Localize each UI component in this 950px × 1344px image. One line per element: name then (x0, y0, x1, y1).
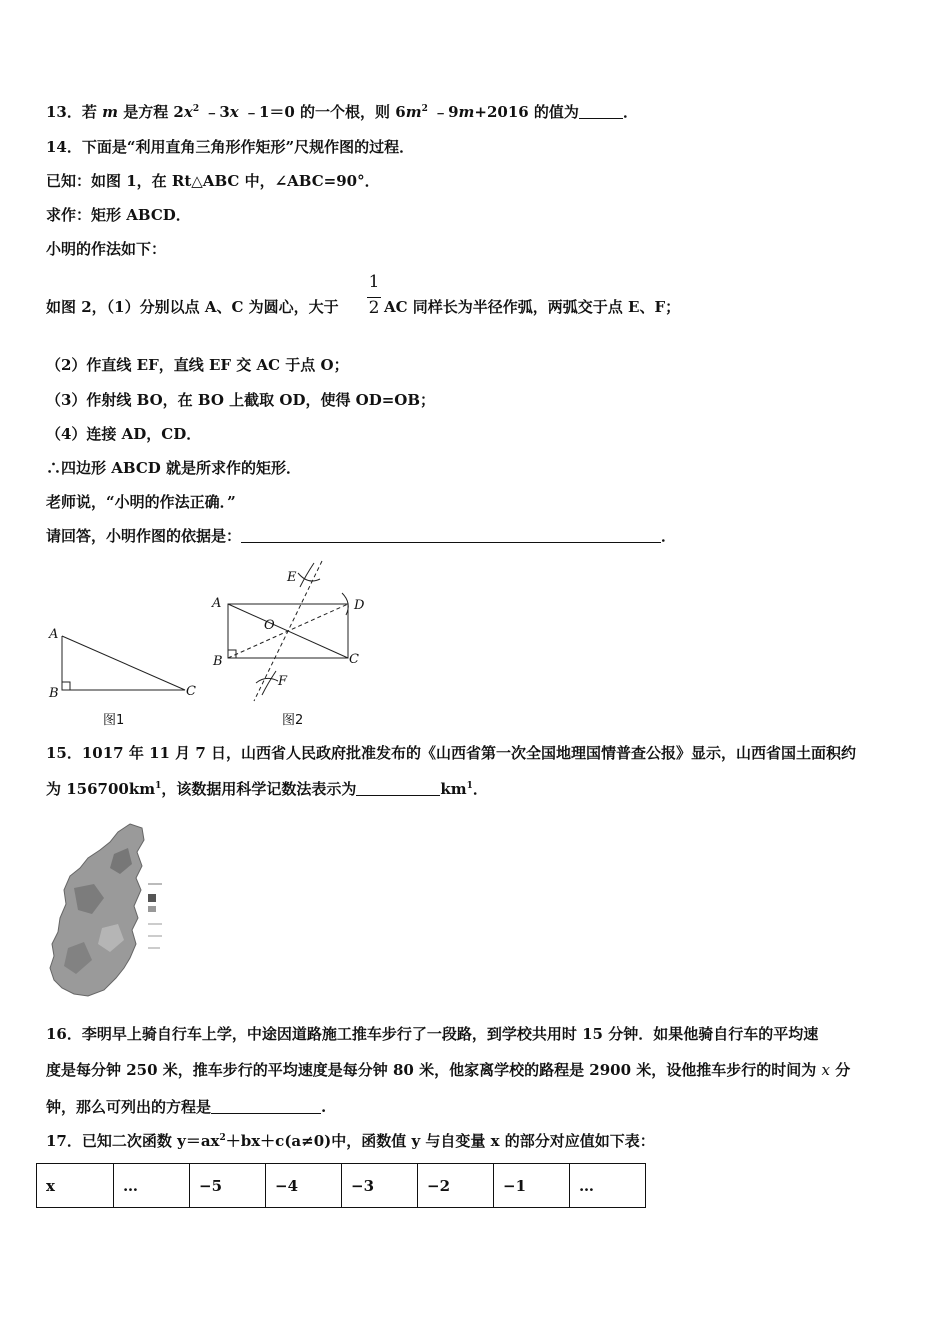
table-row (37, 1164, 646, 1208)
table-cell: x (37, 1164, 114, 1208)
table-cell: −3 (342, 1164, 418, 1208)
table-cell: −5 (190, 1164, 266, 1208)
arc-f-2 (262, 671, 276, 695)
q13-text: +2016 的值为 (474, 103, 579, 121)
q14-task: 求作：矩形 ABCD． (46, 206, 191, 224)
q14-step4: （4）连接 AD，CD． (46, 425, 202, 443)
q16-text: 分 (829, 1061, 851, 1079)
answer-blank[interactable] (241, 528, 661, 543)
q16-end: . (321, 1098, 327, 1116)
right-angle-mark (62, 682, 70, 690)
q14-step3: （3）作射线 BO，在 BO 上截取 OD，使得 OD=OB； (46, 391, 436, 409)
fraction-numerator: 1 (368, 272, 380, 292)
q14-teacher: 老师说，“小明的作法正确．” (46, 493, 236, 511)
exponent: 1 (155, 781, 162, 791)
var-x: x (229, 103, 239, 121)
q14-given: 已知：如图 1，在 Rt△ABC 中，∠ABC=90°． (46, 172, 380, 190)
table-cell: … (570, 1164, 646, 1208)
q17-line1 (46, 1131, 655, 1151)
table-cell: −2 (418, 1164, 494, 1208)
q15-text: ，该数据用科学记数法表示为 (161, 780, 357, 798)
q15-end: ． (472, 780, 488, 798)
q13-text: 13．若 (46, 103, 103, 121)
table-cell: −1 (494, 1164, 570, 1208)
q14-conclusion: ∴四边形 ABCD 就是所求作的矩形． (46, 459, 301, 477)
q14-ask (46, 526, 676, 546)
q13-text: ﹣3 (199, 103, 230, 121)
q16-line1: 16．李明早上骑自行车上学，中途因道路施工推车步行了一段路，到学校共用时 15 分钟．如果他骑自行车的平均速 (46, 1025, 819, 1043)
exponent: 2 (192, 104, 200, 114)
q15-line1: 15．1017 年 11 月 7 日，山西省人民政府批准发布的《山西省第一次全国地理国情普查公报》显示，山西省国土面积约 (46, 744, 857, 762)
figure-1-triangle (40, 625, 210, 705)
question-13 (46, 102, 638, 122)
fig2-label-b: B (213, 654, 223, 669)
fig2-caption: 图2 (282, 713, 304, 728)
triangle-abc (62, 636, 185, 690)
var-m: m (405, 103, 422, 121)
var-m: m (458, 103, 475, 121)
fig2-label-c: C (349, 652, 359, 667)
fig2-label-e: E (287, 570, 297, 585)
fig1-label-a: A (49, 627, 59, 642)
fig1-caption: 图1 (103, 713, 125, 728)
exponent: 1 (466, 781, 473, 791)
q15-line2 (46, 779, 488, 799)
right-angle-mark (228, 650, 236, 658)
q14-method-intro: 小明的作法如下： (46, 240, 167, 258)
q14-ask-end: ． (661, 527, 677, 545)
q15-text: 为 156700km (46, 780, 156, 798)
arc-f-1 (256, 678, 278, 683)
arc-e-2 (300, 563, 314, 587)
table-cell: −4 (266, 1164, 342, 1208)
var-m: m (102, 103, 118, 121)
var-x: x (183, 103, 193, 121)
q14-step1-a: 如图 2，（1）分别以点 A、C 为圆心，大于 (46, 298, 339, 316)
fig2-label-d: D (354, 598, 365, 613)
q14-ask-text: 请回答，小明作图的依据是： (46, 527, 242, 545)
q13-text: ﹣9 (427, 103, 459, 121)
fraction-denominator: 2 (368, 298, 380, 318)
shanxi-map-image (44, 818, 174, 1003)
q13-text: 是方程 2 (117, 103, 184, 121)
q17-text: 17．已知二次函数 y＝ax (46, 1132, 220, 1150)
fig2-label-f: F (278, 674, 288, 689)
exponent: 2 (421, 104, 428, 114)
value-table (36, 1163, 646, 1208)
answer-blank[interactable] (211, 1099, 321, 1114)
answer-blank[interactable] (579, 104, 623, 119)
arc-e-1 (298, 573, 320, 581)
answer-blank[interactable] (356, 781, 440, 796)
q13-end: ． (622, 103, 638, 121)
table-cell: … (114, 1164, 190, 1208)
q13-text: ﹣1＝0 的一个根，则 6 (238, 103, 406, 121)
q14-step2: （2）作直线 EF，直线 EF 交 AC 于点 O； (46, 356, 349, 374)
fig1-label-b: B (49, 686, 59, 701)
q16-text: 度是每分钟 250 米，推车步行的平均速度是每分钟 80 米，他家离学校的路程是 2900 米，设他推车步行的时间为 (46, 1061, 822, 1079)
q16-line3 (46, 1097, 326, 1117)
q14-step1-b: AC 同样长为半径作弧，两弧交于点 E、F； (384, 298, 681, 316)
fig1-label-c: C (186, 684, 196, 699)
var-x: x (821, 1061, 830, 1079)
q14-title: 14．下面是“利用直角三角形作矩形”尺规作图的过程． (46, 138, 415, 156)
q15-text: km (440, 780, 467, 798)
fig2-label-a: A (212, 596, 222, 611)
q16-text: 钟，那么可列出的方程是 (46, 1098, 212, 1116)
q17-text: ＋bx＋c(a≠0)中，函数值 y 与自变量 x 的部分对应值如下表： (225, 1132, 655, 1150)
q16-line2 (46, 1060, 850, 1080)
legend-swatch (148, 894, 156, 902)
exponent: 2 (219, 1133, 226, 1143)
fig2-label-o: O (264, 618, 275, 633)
legend-swatch (148, 906, 156, 912)
